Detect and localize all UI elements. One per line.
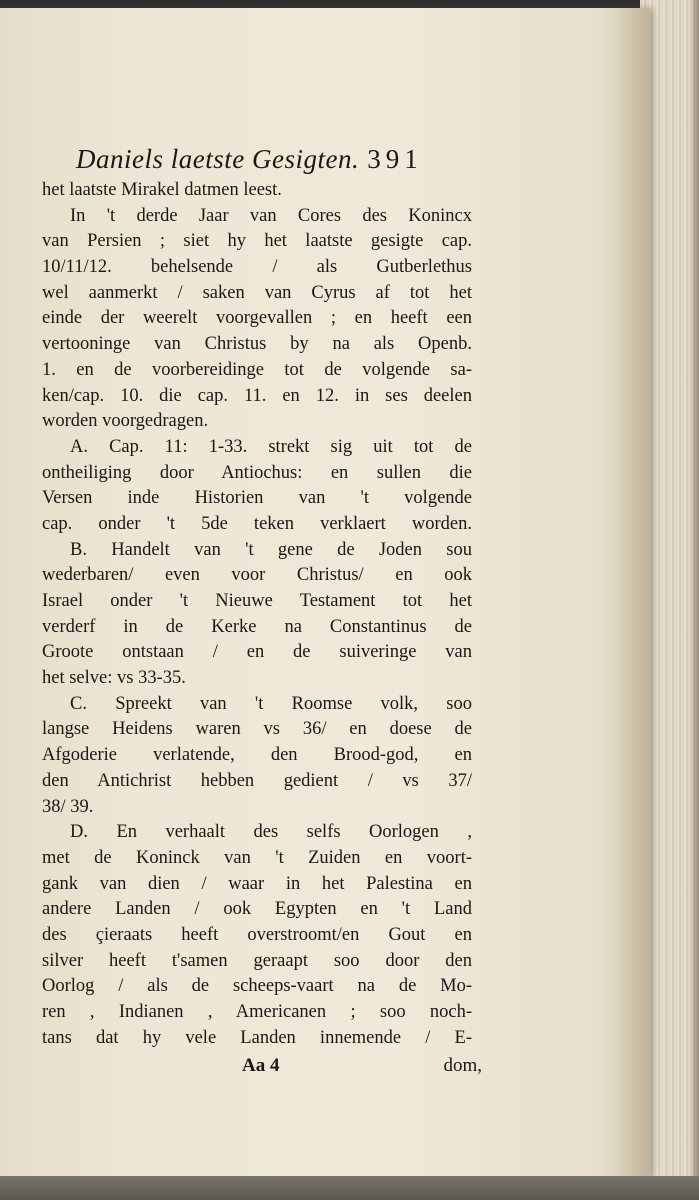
text-line-32: Oorlog / als de scheeps-vaart na de Mo-	[42, 976, 472, 997]
text-line-29: andere Landen / ook Egypten en 't Land	[42, 899, 472, 920]
text-line-7: vertooninge van Christus by na als Openb.	[42, 334, 472, 355]
signature-mark: Aa 4	[242, 1055, 280, 1077]
page-footer	[42, 1053, 482, 1079]
text-line-25: 38/ 39.	[42, 796, 94, 817]
text-line-15: B. Handelt van 't gene de Joden sou	[70, 539, 472, 560]
text-line-19: Groote ontstaan / en de suiveringe van	[42, 642, 472, 663]
book-page	[0, 8, 650, 1178]
text-line-31: silver heeft t'samen geraapt soo door den	[42, 950, 472, 971]
text-line-30: des çieraats heeft overstroomt/en Gout en	[42, 924, 472, 945]
text-line-27: met de Koninck van 't Zuiden en voort-	[42, 847, 472, 868]
text-line-20: het selve: vs 33-35.	[42, 668, 186, 689]
page-number: 391	[367, 144, 423, 174]
text-line-28: gank van dien / waar in het Palestina en	[42, 873, 472, 894]
text-line-24: den Antichrist hebben gedient / vs 37/	[42, 770, 472, 791]
catchword: dom,	[443, 1055, 482, 1077]
text-line-13: Versen inde Historien van 't volgende	[42, 488, 472, 509]
text-line-10: worden voorgedragen.	[42, 411, 209, 432]
text-line-22: langse Heidens waren vs 36/ en doese de	[42, 719, 472, 740]
text-line-18: verderf in de Kerke na Constantinus de	[42, 616, 472, 637]
text-line-11: A. Cap. 11: 1-33. strekt sig uit tot de	[70, 436, 472, 457]
text-line-8: 1. en de voorbereidinge tot de volgende sa-	[42, 359, 472, 380]
text-line-14: cap. onder 't 5de teken verklaert worden.	[42, 513, 472, 534]
text-line-3: van Persien ; siet hy het laatste gesigte cap.	[42, 231, 472, 252]
running-head	[76, 140, 472, 178]
text-line-9: ken/cap. 10. die cap. 11. en 12. in ses deelen	[42, 385, 472, 406]
text-line-1: het laatste Mirakel datmen leest.	[42, 180, 282, 200]
running-head-title: Daniels laetste Gesigten.	[76, 144, 360, 174]
text-line-26: D. En verhaalt des selfs Oorlogen ,	[70, 822, 472, 843]
text-line-34: tans dat hy vele Landen innemende / E-	[42, 1027, 472, 1048]
text-line-6: einde der weerelt voorgevallen ; en heeft een	[42, 308, 472, 329]
text-line-23: Afgoderie verlatende, den Brood-god, en	[42, 745, 472, 766]
text-line-16: wederbaren/ even voor Christus/ en ook	[42, 565, 472, 586]
text-block	[42, 140, 482, 1079]
text-line-17: Israel onder 't Nieuwe Testament tot het	[42, 591, 472, 611]
text-line-33: ren , Indianen , Americanen ; soo noch-	[42, 1002, 472, 1022]
text-line-5: wel aanmerkt / saken van Cyrus af tot het	[42, 282, 472, 303]
background-bottom	[0, 1176, 699, 1200]
text-line-4: 10/11/12. behelsende / als Gutberlethus	[42, 257, 472, 278]
text-line-12: ontheiliging door Antiochus: en sullen die	[42, 462, 472, 483]
text-line-2: In 't derde Jaar van Cores des Konincx	[70, 205, 472, 226]
text-line-21: C. Spreekt van 't Roomse volk, soo	[70, 693, 472, 714]
